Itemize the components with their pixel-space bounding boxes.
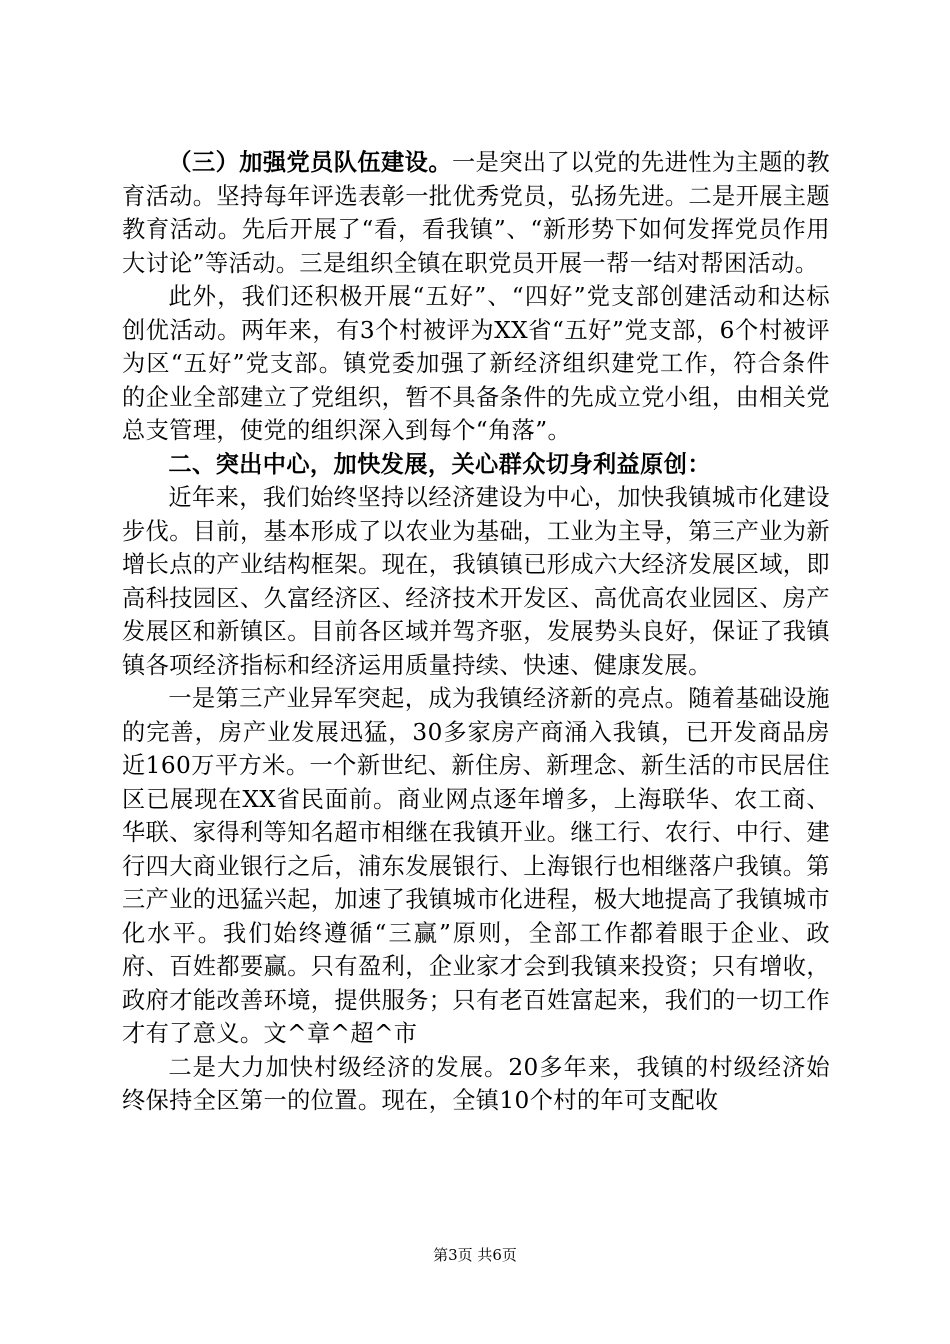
section-heading: 二、突出中心，加快发展，关心群众切身利益原创：: [168, 450, 711, 478]
page-footer: 第3页 共6页: [433, 1246, 517, 1264]
paragraph-village-economy: 二是大力加快村级经济的发展。20多年来，我镇的村级经济始终保持全区第一的位置。现在，全镇10个村的年可支配收: [122, 1053, 830, 1114]
paragraph-party-member-building: [122, 146, 830, 280]
paragraph-tertiary-industry: 一是第三产业异军突起，成为我镇经济新的亮点。随着基础设施的完善，房产业发展迅猛，30多家房产商涌入我镇，已开发商品房近160万平方米。一个新世纪、新住房、新理念、新生活的市民居住区已展现在XX省民面前。商业网点逐年增多，上海联华、农工商、华联、家得利等知名超市相继在我镇开业。继工行、农行、中行、建行四大商业银行之后，浦东发展银行、上海银行也相继落户我镇。第三产业的迅猛兴起，加速了我镇城市化进程，极大地提高了我镇城市化水平。我们始终遵循“三赢”原则，全部工作都着眼于企业、政府、百姓都要赢。只有盈利，企业家才会到我镇来投资；只有增收，政府才能改善环境，提供服务；只有老百姓富起来，我们的一切工作才有了意义。文^章^超^市: [122, 685, 830, 1047]
paragraph-heading: （三）加强党员队伍建设。: [168, 149, 452, 176]
paragraph-text: 一是突出了以党的先进性为主题的教育活动。坚持每年评选表彰一批优秀党员，弘扬先进。二是开展主题教育活动。先后开展了“看，看我镇”、“新形势下如何发挥党员作用大讨论”等活动。三是组织全镇在职党员开展一帮一结对帮困活动。: [122, 149, 830, 277]
document-body: [122, 146, 830, 1118]
paragraph-five-good-branches: 此外，我们还积极开展“五好”、“四好”党支部创建活动和达标创优活动。两年来，有3个村被评为XX省“五好”党支部，6个村被评为区“五好”党支部。镇党委加强了新经济组织建党工作，符合条件的企业全部建立了党组织，暂不具备条件的先成立党小组，由相关党总支管理，使党的组织深入到每个“角落”。: [122, 283, 830, 444]
paragraph-economic-development: 近年来，我们始终坚持以经济建设为中心，加快我镇城市化建设步伐。目前，基本形成了以农业为基础，工业为主导，第三产业为新增长点的产业结构框架。现在，我镇镇已形成六大经济发展区域，即高科技园区、久富经济区、经济技术开发区、高优高农业园区、房产发展区和新镇区。目前各区域并驾齐驱，发展势头良好，保证了我镇镇各项经济指标和经济运用质量持续、快速、健康发展。: [122, 484, 830, 679]
